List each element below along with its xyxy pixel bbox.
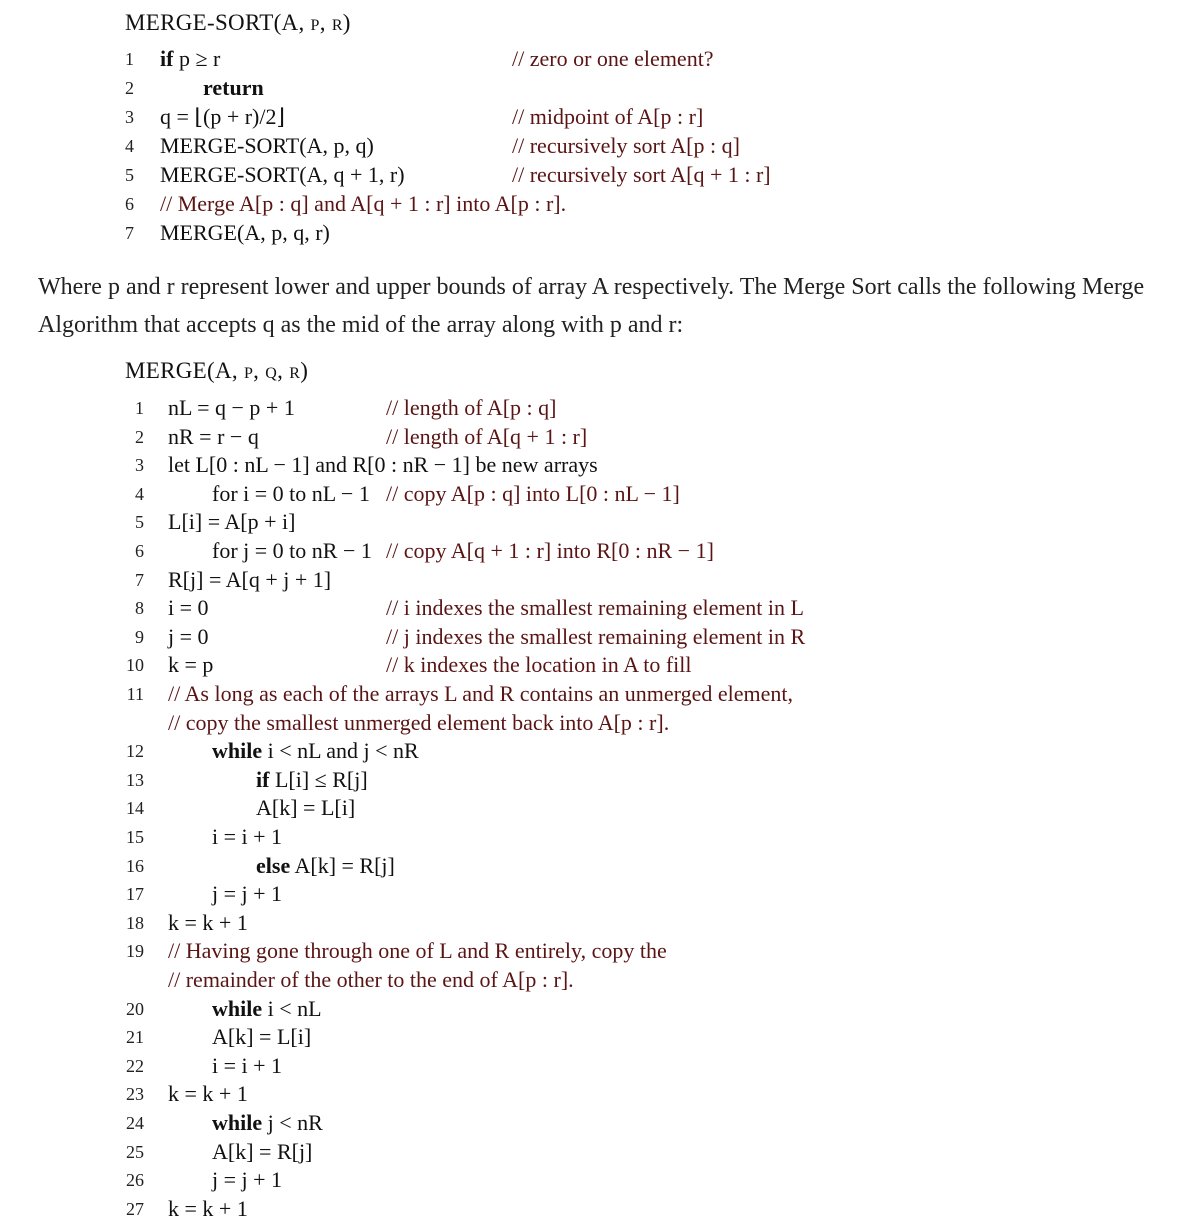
line-number: 10: [126, 655, 144, 676]
line-number: 19: [126, 941, 144, 962]
code-comment: // copy A[q + 1 : r] into R[0 : nR − 1]: [386, 538, 714, 563]
merge-line: [0, 680, 1178, 708]
line-number: 5: [125, 165, 134, 185]
code-comment: // length of A[p : q]: [386, 395, 557, 420]
code-comment: // recursively sort A[p : q]: [512, 133, 740, 158]
line-number: 2: [125, 78, 134, 98]
merge-line: [0, 737, 1178, 765]
merge-line: [0, 651, 1178, 679]
code-text: i = 0: [168, 595, 209, 621]
code-text: j = 0: [168, 623, 209, 649]
merge-sort-line: [0, 74, 1178, 102]
code-text: while i < nL and j < nR: [212, 738, 419, 764]
code-text: if p ≥ r: [160, 46, 221, 71]
line-number: 25: [126, 1141, 144, 1162]
merge-line: [0, 1138, 1178, 1166]
merge-title: MERGE(A, p, q, r): [125, 358, 309, 383]
code-text: j = j + 1: [212, 1167, 283, 1193]
line-number: 2: [135, 426, 144, 447]
line-number: 3: [135, 455, 144, 476]
merge-line: [0, 937, 1178, 965]
merge-line: [0, 880, 1178, 908]
line-number: 24: [126, 1113, 144, 1133]
merge-sort-line: [0, 132, 1178, 160]
description-paragraph: Where p and r represent lower and upper bounds of array A respectively. The Merge Sort calls the following Merge Algorithm that accepts q as the mid of the array along with p and r:: [38, 274, 1145, 338]
merge-line: [0, 794, 1178, 822]
line-number: 14: [126, 798, 144, 819]
code-text: return: [203, 75, 264, 100]
line-number: 6: [125, 194, 134, 214]
code-text: MERGE-SORT(A, q + 1, r): [160, 162, 405, 187]
code-text: nL = q − p + 1: [168, 395, 295, 420]
code-comment: // Merge A[p : q] and A[q + 1 : r] into A[p : r].: [160, 191, 567, 216]
code-text: i = i + 1: [212, 1052, 283, 1078]
merge-sort-line: [0, 161, 1178, 189]
merge-line: [0, 451, 1178, 479]
code-text: for i = 0 to nL − 1: [212, 480, 370, 506]
merge-sort-line: [0, 190, 1178, 218]
line-number: 8: [135, 598, 144, 619]
merge-line: [0, 594, 1178, 622]
merge-line: [0, 508, 1178, 536]
line-number: 23: [126, 1084, 144, 1105]
code-comment: // recursively sort A[q + 1 : r]: [512, 162, 771, 187]
line-number: 7: [135, 569, 144, 590]
code-comment: // midpoint of A[p : r]: [512, 104, 704, 129]
merge-line: [0, 1080, 1178, 1108]
line-number: 27: [126, 1198, 144, 1219]
code-text: A[k] = R[j]: [212, 1138, 313, 1164]
line-number: 4: [125, 136, 134, 156]
merge-line: [0, 423, 1178, 451]
line-number: 26: [126, 1170, 144, 1191]
code-text: A[k] = L[i]: [212, 1024, 312, 1050]
line-number: 9: [135, 626, 144, 647]
code-comment: // zero or one element?: [512, 46, 714, 71]
line-number: 15: [126, 827, 144, 847]
code-text: i = i + 1: [212, 824, 283, 849]
merge-line: [0, 394, 1178, 422]
code-text: else A[k] = R[j]: [256, 852, 395, 878]
merge-line: [0, 709, 1178, 737]
code-text: let L[0 : nL − 1] and R[0 : nR − 1] be new arrays: [168, 452, 598, 478]
line-number: 6: [135, 541, 144, 561]
code-text: while i < nL: [212, 995, 322, 1021]
code-comment: // As long as each of the arrays L and R contains an unmerged element,: [168, 681, 793, 706]
line-number: 20: [126, 998, 144, 1019]
code-comment: // copy the smallest unmerged element back into A[p : r].: [168, 709, 670, 735]
code-text: L[i] = A[p + i]: [168, 509, 296, 535]
merge-line: [0, 1109, 1178, 1137]
code-comment: // length of A[q + 1 : r]: [386, 423, 588, 449]
code-comment: // remainder of the other to the end of A[p : r].: [168, 967, 574, 992]
merge-line: [0, 852, 1178, 880]
line-number: 1: [125, 49, 134, 69]
code-text: for j = 0 to nR − 1: [212, 538, 372, 563]
merge-line: [0, 766, 1178, 794]
merge-line: [0, 1023, 1178, 1051]
merge-line: [0, 966, 1178, 994]
code-comment: // i indexes the smallest remaining element in L: [386, 595, 804, 621]
merge-line: [0, 566, 1178, 594]
merge-line: [0, 909, 1178, 937]
line-number: 16: [126, 855, 144, 876]
merge-line: [0, 823, 1178, 851]
code-comment: // Having gone through one of L and R entirely, copy the: [168, 938, 667, 964]
code-text: k = k + 1: [168, 1195, 248, 1221]
merge-line: [0, 1195, 1178, 1223]
line-number: 5: [135, 512, 144, 533]
merge-sort-title: MERGE-SORT(A, p, r): [125, 10, 351, 35]
line-number: 7: [125, 223, 134, 243]
line-number: 1: [135, 398, 144, 418]
line-number: 18: [126, 912, 144, 933]
line-number: 11: [126, 684, 144, 704]
code-text: if L[i] ≤ R[j]: [256, 766, 368, 792]
code-text: nR = r − q: [168, 423, 259, 449]
merge-line: [0, 480, 1178, 508]
code-text: k = k + 1: [168, 909, 248, 935]
line-number: 3: [125, 107, 134, 127]
merge-sort-line: [0, 103, 1178, 131]
code-comment: // k indexes the location in A to fill: [386, 652, 692, 678]
merge-line: [0, 1052, 1178, 1080]
code-text: k = p: [168, 652, 214, 678]
merge-line: [0, 623, 1178, 651]
code-comment: // j indexes the smallest remaining element in R: [386, 623, 806, 649]
line-number: 12: [126, 741, 144, 762]
line-number: 4: [135, 483, 144, 504]
code-text: MERGE(A, p, q, r): [160, 220, 330, 245]
line-number: 22: [126, 1055, 144, 1076]
merge-line: [0, 537, 1178, 565]
code-text: k = k + 1: [168, 1081, 248, 1107]
line-number: 17: [126, 884, 144, 905]
code-comment: // copy A[p : q] into L[0 : nL − 1]: [386, 480, 680, 506]
code-text: while j < nR: [212, 1110, 323, 1135]
merge-line: [0, 995, 1178, 1023]
merge-sort-line: [0, 219, 1178, 247]
line-number: 21: [126, 1027, 144, 1048]
code-text: j = j + 1: [212, 881, 283, 907]
code-text: A[k] = L[i]: [256, 795, 356, 821]
code-text: MERGE-SORT(A, p, q): [160, 133, 374, 158]
line-number: 13: [126, 769, 144, 790]
merge-line: [0, 1166, 1178, 1194]
code-text: R[j] = A[q + j + 1]: [168, 566, 332, 592]
merge-sort-line: [0, 45, 1178, 73]
code-text: q = ⌊(p + r)/2⌋: [160, 104, 286, 129]
